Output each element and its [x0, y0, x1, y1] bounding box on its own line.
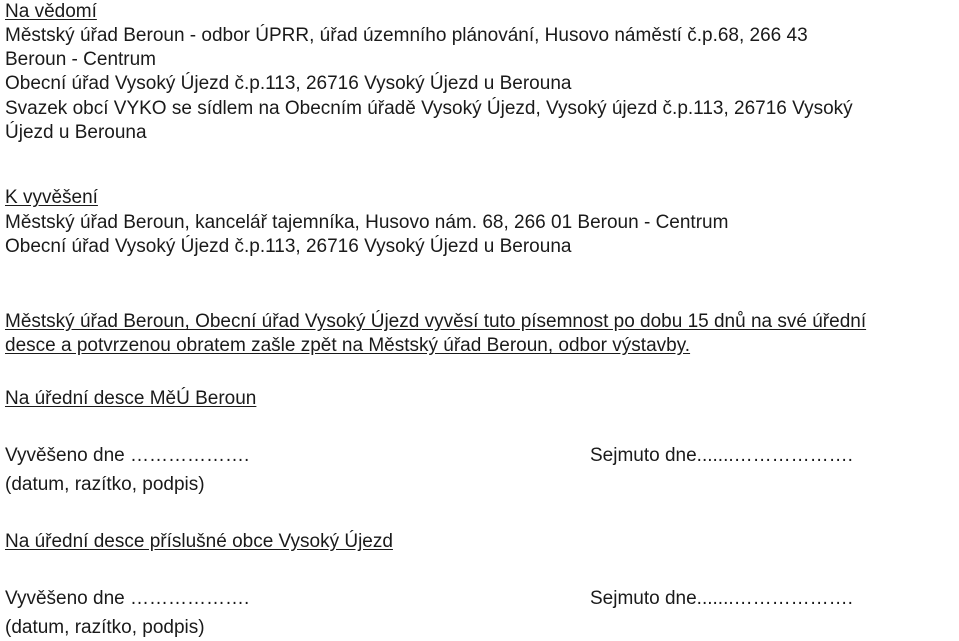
na-vedomi-line-5: Újezd u Berouna: [5, 122, 147, 143]
na-vedomi-line-2: Beroun - Centrum: [5, 49, 157, 70]
desk-beroun-removed: Sejmuto dne.......……………….: [590, 445, 853, 466]
desk-beroun-posted: Vyvěšeno dne ……………….: [5, 445, 250, 466]
k-vyveseni-heading: K vyvěšení: [5, 187, 98, 208]
desk-ujezd-heading: Na úřední desce příslušné obce Vysoký Újezd: [5, 531, 393, 552]
desk-ujezd-posted: Vyvěšeno dne ……………….: [5, 588, 250, 609]
na-vedomi-line-3: Obecní úřad Vysoký Újezd č.p.113, 26716 Vysoký Újezd u Berouna: [5, 73, 572, 94]
na-vedomi-line-4: Svazek obcí VYKO se sídlem na Obecním úřadě Vysoký Újezd, Vysoký újezd č.p.113, 26716 Vysoký: [5, 98, 853, 119]
na-vedomi-line-1: Městský úřad Beroun - odbor ÚPRR, úřad územního plánování, Husovo náměstí č.p.68, 266 43: [5, 25, 808, 46]
desk-beroun-stamp: (datum, razítko, podpis): [5, 474, 205, 495]
desk-beroun-heading: Na úřední desce MěÚ Beroun: [5, 388, 257, 409]
k-vyveseni-line-2: Obecní úřad Vysoký Újezd č.p.113, 26716 Vysoký Újezd u Berouna: [5, 236, 572, 257]
instruction-line-2: desce a potvrzenou obratem zašle zpět na Městský úřad Beroun, odbor výstavby.: [5, 335, 691, 356]
k-vyveseni-line-1: Městský úřad Beroun, kancelář tajemníka, Husovo nám. 68, 266 01 Beroun - Centrum: [5, 212, 729, 233]
na-vedomi-heading: Na vědomí: [5, 1, 97, 22]
desk-ujezd-removed: Sejmuto dne.......……………….: [590, 588, 853, 609]
instruction-line-1: Městský úřad Beroun, Obecní úřad Vysoký Újezd vyvěsí tuto písemnost po dobu 15 dnů na své úřední: [5, 311, 867, 332]
desk-ujezd-stamp: (datum, razítko, podpis): [5, 617, 205, 638]
